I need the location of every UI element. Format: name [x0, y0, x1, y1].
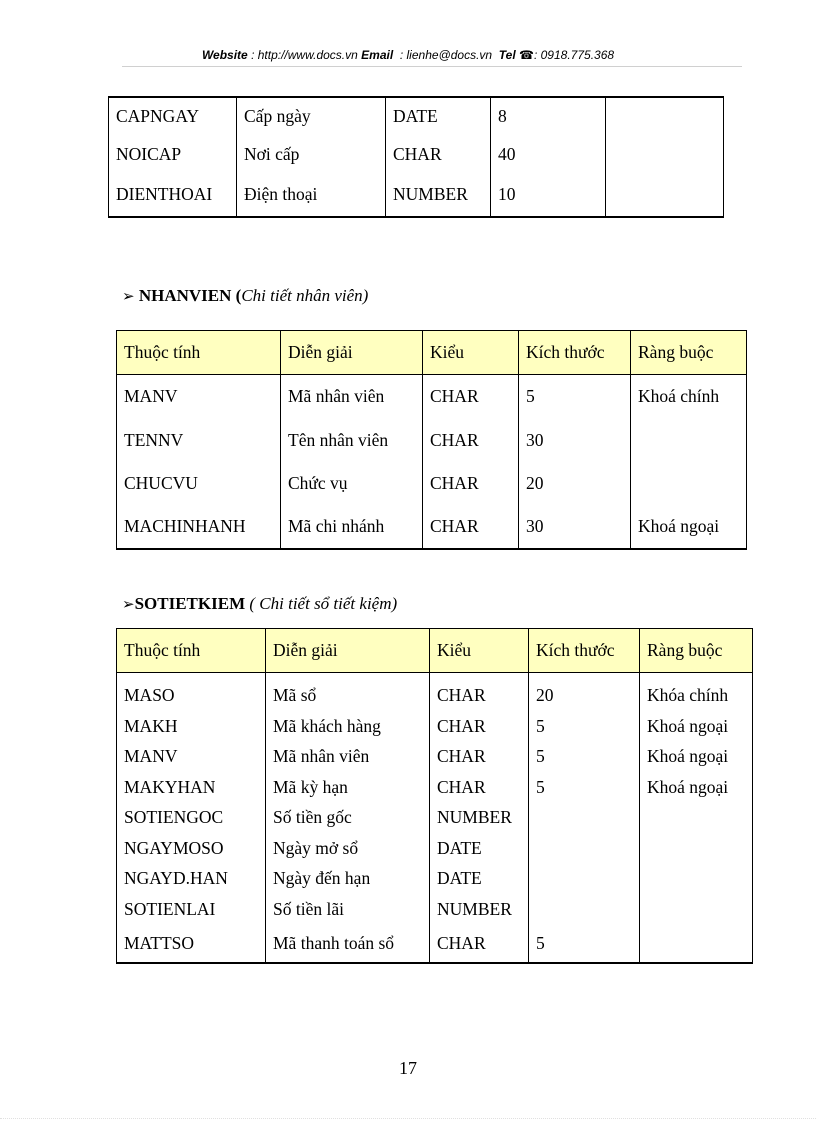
table-cell: Ngày mở sổ	[266, 833, 430, 864]
table-cell: Số tiền gốc	[266, 803, 430, 834]
column-header: Ràng buộc	[640, 629, 753, 673]
table-row	[117, 505, 747, 549]
table-cell: 8	[491, 97, 606, 135]
table-cell: Số tiền lãi	[266, 894, 430, 925]
table-cell: 20	[519, 463, 631, 505]
table-cell: 30	[519, 505, 631, 549]
table-cell: CHAR	[423, 419, 519, 463]
table-cell: Mã chi nhánh	[281, 505, 423, 549]
table-row	[117, 375, 747, 419]
table-cell: Nơi cấp	[237, 135, 386, 173]
table-cell: Mã kỳ hạn	[266, 772, 430, 803]
page-number: 17	[399, 1058, 417, 1078]
table-cell: Điện thoại	[237, 173, 386, 217]
table-cell: CHAR	[423, 375, 519, 419]
table-row	[117, 894, 753, 925]
table-header-row	[117, 629, 753, 673]
table-row	[117, 864, 753, 895]
table-cell: 5	[529, 925, 640, 963]
table-cell	[640, 894, 753, 925]
table-row	[109, 173, 724, 217]
table-cell: MANV	[117, 742, 266, 773]
table-cell: DATE	[386, 97, 491, 135]
table-cell: NOICAP	[109, 135, 237, 173]
table-cell	[529, 864, 640, 895]
page-bottom-divider	[0, 1118, 816, 1119]
table-row	[109, 135, 724, 173]
table-row	[117, 742, 753, 773]
table-cell: DATE	[430, 833, 529, 864]
table-cell: MAKH	[117, 711, 266, 742]
table-cell: CHAR	[386, 135, 491, 173]
table-cell: Chức vụ	[281, 463, 423, 505]
page-header	[0, 48, 816, 62]
table-cell: TENNV	[117, 419, 281, 463]
table-row	[117, 463, 747, 505]
table-row	[109, 97, 724, 135]
table-cell: 30	[519, 419, 631, 463]
column-header: Kiểu	[423, 331, 519, 375]
table-cell: Khoá chính	[631, 375, 747, 419]
table-row	[117, 925, 753, 963]
table-cell: Khoá ngoại	[640, 742, 753, 773]
table-cell: Mã nhân viên	[281, 375, 423, 419]
table-cell: DIENTHOAI	[109, 173, 237, 217]
website-label: Website	[201, 48, 248, 62]
phone-icon: ☎	[519, 48, 534, 62]
table-cell	[606, 135, 724, 173]
email-address[interactable]: lienhe@docs.vn	[406, 48, 493, 62]
table-cell: MACHINHANH	[117, 505, 281, 549]
table-cell: Khoá ngoại	[640, 711, 753, 742]
table-cell: NGAYMOSO	[117, 833, 266, 864]
column-header: Kích thước	[519, 331, 631, 375]
column-header: Diễn giải	[281, 331, 423, 375]
table-cell: NGAYD.HAN	[117, 864, 266, 895]
table-cell	[529, 803, 640, 834]
email-separator: :	[396, 48, 407, 62]
table-cell: 40	[491, 135, 606, 173]
table-cell: MAKYHAN	[117, 772, 266, 803]
section-title-nhanvien	[122, 286, 368, 306]
table-cell: 5	[529, 742, 640, 773]
table-cell: Cấp ngày	[237, 97, 386, 135]
table-cell: Khóa chính	[640, 681, 753, 712]
table-row	[117, 711, 753, 742]
section-description: ( Chi tiết sổ tiết kiệm)	[245, 594, 398, 613]
table-cell: NUMBER	[386, 173, 491, 217]
column-header: Ràng buộc	[631, 331, 747, 375]
table-cell	[640, 803, 753, 834]
table-cell	[640, 864, 753, 895]
continuation-table	[108, 96, 724, 218]
table-row	[117, 833, 753, 864]
table-cell	[640, 833, 753, 864]
section-title-sotietkiem	[122, 594, 397, 614]
sotietkiem-table	[116, 628, 753, 964]
phone-number: : 0918.775.368	[533, 48, 615, 62]
table-cell: 5	[529, 772, 640, 803]
column-header: Kiểu	[430, 629, 529, 673]
table-cell: Khoá ngoại	[640, 772, 753, 803]
table-row	[117, 803, 753, 834]
arrow-bullet-icon: ➢	[122, 287, 135, 305]
table-cell: 10	[491, 173, 606, 217]
table-cell: NUMBER	[430, 894, 529, 925]
table-cell	[606, 173, 724, 217]
table-cell	[606, 97, 724, 135]
table-cell: Mã thanh toán sổ	[266, 925, 430, 963]
arrow-bullet-icon: ➢	[122, 595, 135, 613]
table-cell: MATTSO	[117, 925, 266, 963]
table-cell: CHAR	[430, 711, 529, 742]
table-cell	[631, 419, 747, 463]
table-cell: CHAR	[423, 463, 519, 505]
table-cell: CHAR	[430, 925, 529, 963]
table-cell: CHAR	[430, 742, 529, 773]
website-separator: :	[247, 48, 258, 62]
section-name: NHANVIEN (	[138, 286, 242, 305]
section-description: Chi tiết nhân viên)	[241, 286, 369, 305]
table-cell: 5	[529, 711, 640, 742]
table-cell: SOTIENLAI	[117, 894, 266, 925]
nhanvien-table	[116, 330, 747, 550]
table-cell: Khoá ngoại	[631, 505, 747, 549]
table-cell: Mã khách hàng	[266, 711, 430, 742]
table-row	[117, 681, 753, 712]
table-cell	[529, 833, 640, 864]
table-cell: 5	[519, 375, 631, 419]
table-cell	[631, 463, 747, 505]
table-cell	[529, 894, 640, 925]
column-header: Thuộc tính	[117, 629, 266, 673]
table-cell: NUMBER	[430, 803, 529, 834]
table-cell: DATE	[430, 864, 529, 895]
table-cell: CAPNGAY	[109, 97, 237, 135]
table-header-row	[117, 331, 747, 375]
table-cell: CHAR	[423, 505, 519, 549]
website-url[interactable]: http://www.docs.vn	[257, 48, 358, 62]
column-header: Diễn giải	[266, 629, 430, 673]
table-row	[117, 772, 753, 803]
tel-label: Tel	[498, 48, 516, 62]
table-cell: CHAR	[430, 681, 529, 712]
table-cell: MANV	[117, 375, 281, 419]
column-header: Kích thước	[529, 629, 640, 673]
table-cell: Mã nhân viên	[266, 742, 430, 773]
table-cell: 20	[529, 681, 640, 712]
section-name: SOTIETKIEM	[134, 594, 246, 613]
column-header: Thuộc tính	[117, 331, 281, 375]
email-label: Email	[361, 48, 394, 62]
table-cell: MASO	[117, 681, 266, 712]
header-divider	[122, 66, 742, 67]
table-cell: Ngày đến hạn	[266, 864, 430, 895]
table-cell: Tên nhân viên	[281, 419, 423, 463]
spacer-row	[117, 673, 753, 681]
table-cell: CHUCVU	[117, 463, 281, 505]
table-cell: CHAR	[430, 772, 529, 803]
table-row	[117, 419, 747, 463]
table-cell: SOTIENGOC	[117, 803, 266, 834]
table-cell: Mã sổ	[266, 681, 430, 712]
table-cell	[640, 925, 753, 963]
